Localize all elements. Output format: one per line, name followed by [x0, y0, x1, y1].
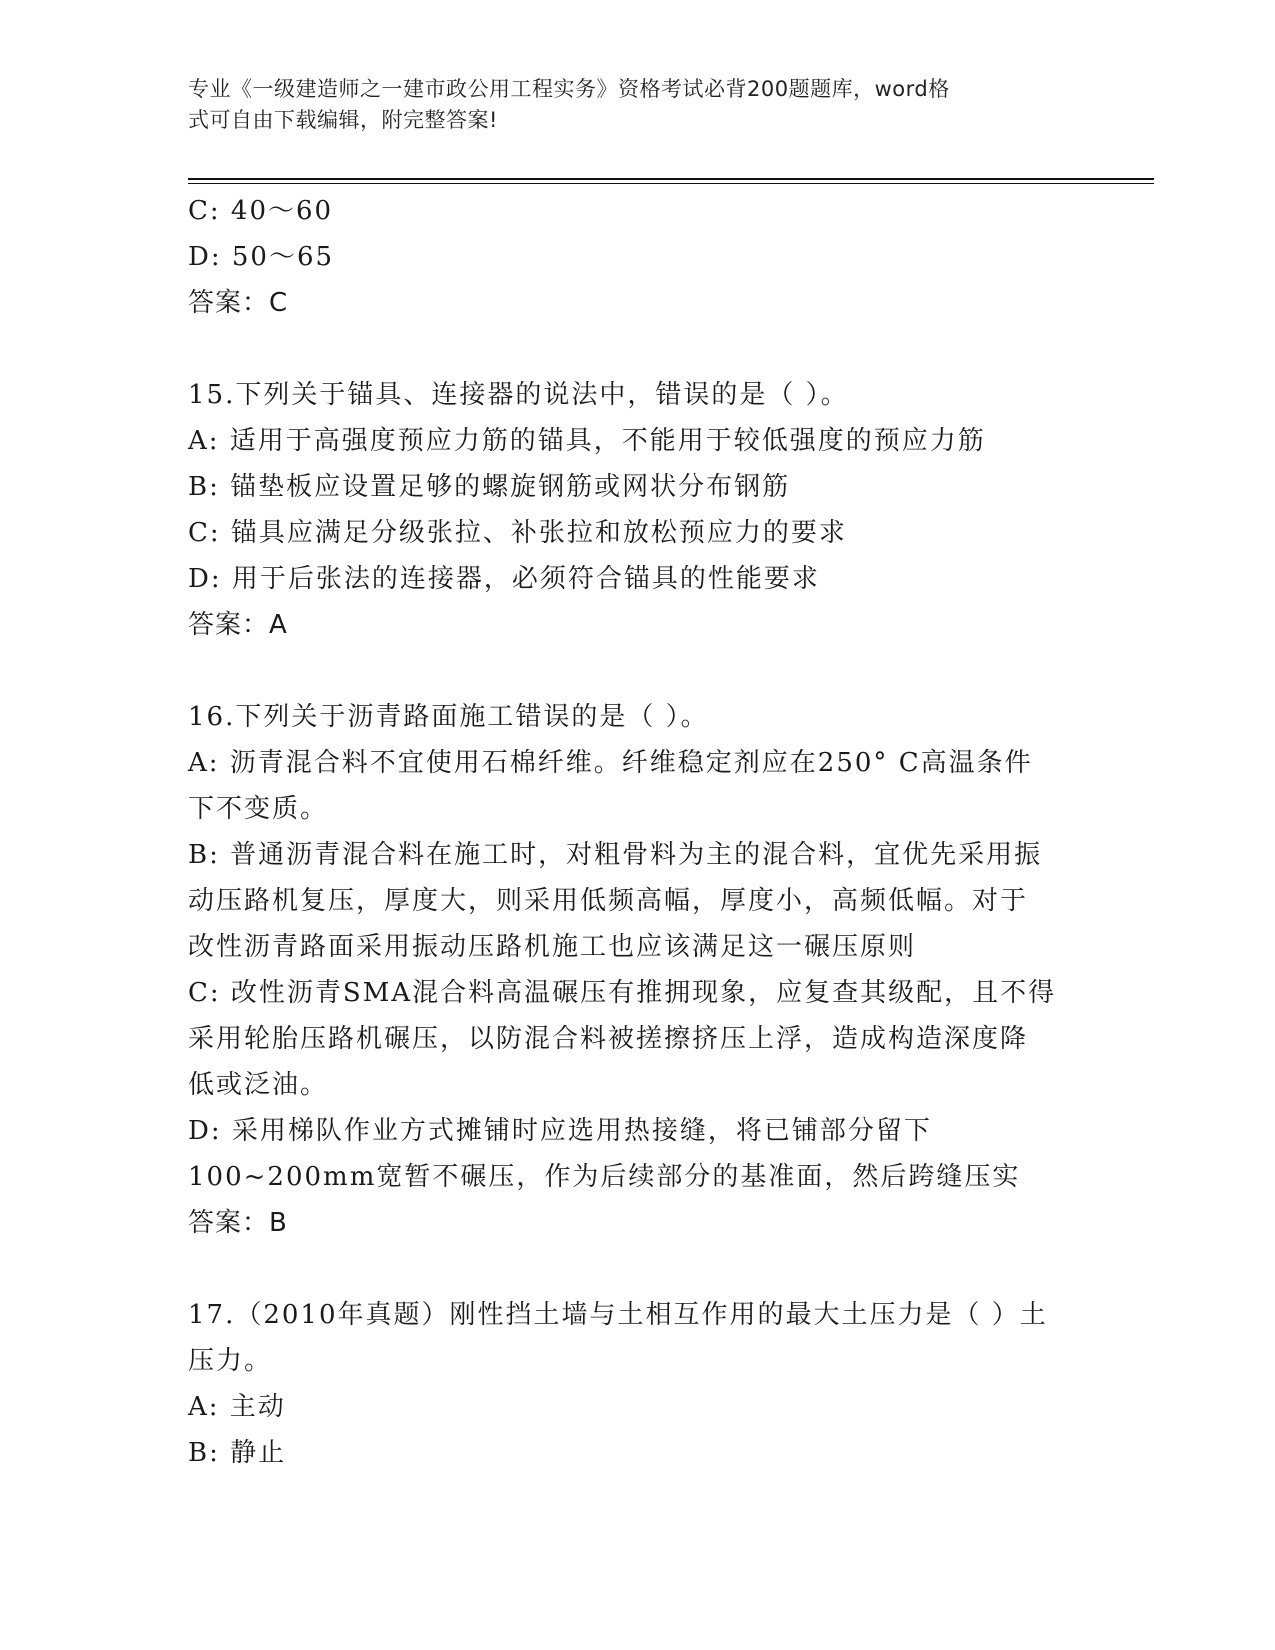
- q16-option-b-line-3: 改性沥青路面采用振动压路机施工也应该满足这一碾压原则: [188, 932, 917, 962]
- spacer: [188, 648, 1088, 694]
- q16-option-a-line-1: A: 沥青混合料不宜使用石棉纤维。纤维稳定剂应在250° C高温条件: [188, 748, 1033, 778]
- q14-option-c: C: 40～60: [188, 196, 334, 226]
- q16-option-a-line-2: 下不变质。: [188, 794, 329, 824]
- header-line-1: 专业《一级建造师之一建市政公用工程实务》资格考试必背200题题库，word格: [188, 77, 950, 101]
- page-header: [188, 74, 1068, 136]
- q17-stem-line-2: 压力。: [188, 1346, 273, 1376]
- spacer: [188, 326, 1088, 372]
- q15-option-b: B: 锚垫板应设置足够的螺旋钢筋或网状分布钢筋: [188, 472, 791, 502]
- q16-option-b-line-2: 动压路机复压，厚度大，则采用低频高幅，厚度小，高频低幅。对于: [188, 886, 1029, 916]
- spacer: [188, 1246, 1088, 1292]
- question-content: [188, 188, 1088, 1476]
- q16-option-d-line-2: 100~200mm宽暂不碾压，作为后续部分的基准面，然后跨缝压实: [188, 1162, 1021, 1192]
- q15-answer: 答案：A: [188, 610, 288, 640]
- header-rule-thin: [188, 183, 1154, 184]
- header-rule-thick: [188, 178, 1154, 180]
- q16-option-b-line-1: B: 普通沥青混合料在施工时，对粗骨料为主的混合料，宜优先采用振: [188, 840, 1043, 870]
- q17-stem-line-1: 17.（2010年真题）刚性挡土墙与土相互作用的最大土压力是（ ）土: [188, 1300, 1048, 1330]
- q16-option-c-line-3: 低或泛油。: [188, 1070, 329, 1100]
- q16-stem: 16.下列关于沥青路面施工错误的是（ ）。: [188, 702, 709, 732]
- q14-option-d: D: 50～65: [188, 242, 335, 272]
- q17-option-b: B: 静止: [188, 1438, 287, 1468]
- q16-answer: 答案：B: [188, 1208, 288, 1238]
- q16-option-d-line-1: D: 采用梯队作业方式摊铺时应选用热接缝，将已铺部分留下: [188, 1116, 932, 1146]
- q16-option-c-line-2: 采用轮胎压路机碾压，以防混合料被搓擦挤压上浮，造成构造深度降: [188, 1024, 1029, 1054]
- q14-answer: 答案：C: [188, 288, 289, 318]
- q15-option-c: C: 锚具应满足分级张拉、补张拉和放松预应力的要求: [188, 518, 847, 548]
- q17-option-a: A: 主动: [188, 1392, 286, 1422]
- q15-option-d: D: 用于后张法的连接器，必须符合锚具的性能要求: [188, 564, 820, 594]
- q15-stem: 15.下列关于锚具、连接器的说法中，错误的是（ ）。: [188, 380, 849, 410]
- q15-option-a: A: 适用于高强度预应力筋的锚具，不能用于较低强度的预应力筋: [188, 426, 986, 456]
- q16-option-c-line-1: C: 改性沥青SMA混合料高温碾压有推拥现象，应复查其级配，且不得: [188, 978, 1057, 1008]
- header-line-2: 式可自由下载编辑，附完整答案!: [188, 108, 498, 132]
